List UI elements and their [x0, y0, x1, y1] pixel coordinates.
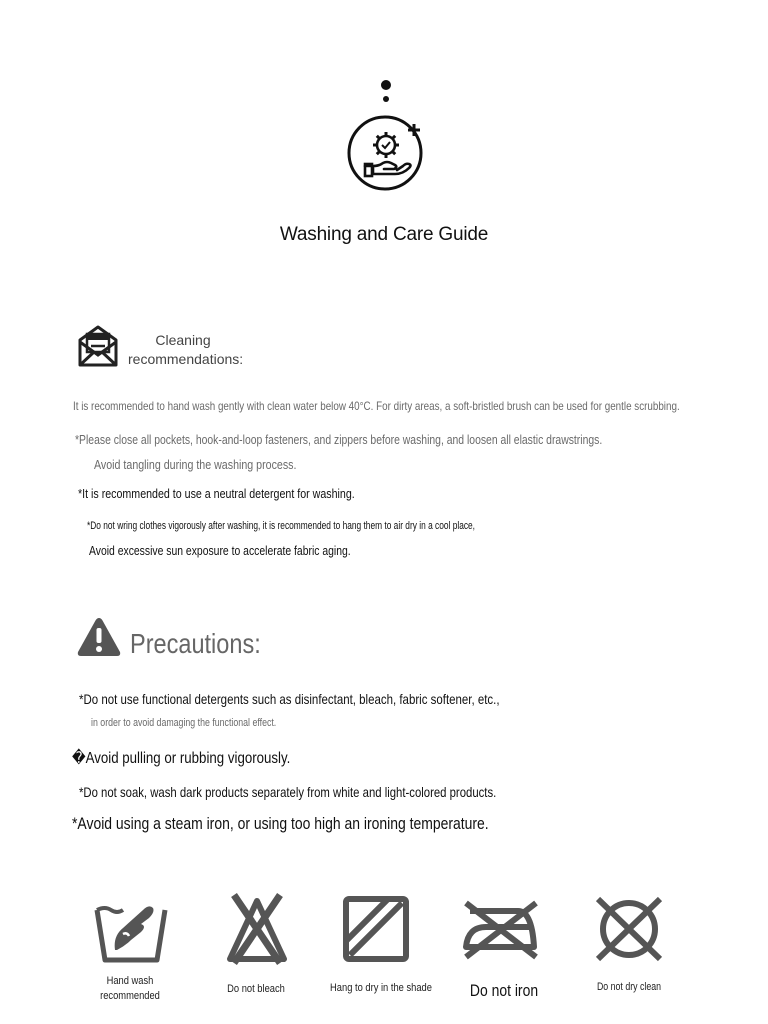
decor-dot [381, 80, 391, 90]
warning-icon [76, 616, 122, 658]
cleaning-line: *Do not wring clothes vigorously after washing, it is recommended to hang them to air dry in a cool place, [87, 520, 476, 532]
hand-gear-care-icon [345, 114, 427, 194]
precaution-line: *Do not soak, wash dark products separately from white and light-colored products. [79, 784, 497, 800]
dry-in-shade-icon [342, 895, 410, 963]
page-title: Washing and Care Guide [279, 224, 489, 245]
precaution-line: *Avoid using a steam iron, or using too high an ironing temperature. [72, 814, 489, 833]
hand-wash-label [88, 974, 173, 1004]
precaution-line: �Avoid pulling or rubbing vigorously. [72, 750, 291, 767]
cleaning-line: It is recommended to hand wash gently with clean water below 40°C. For dirty areas, a soft-bristled brush can be used for gentle scrubbing. [73, 399, 680, 413]
do-not-dry-clean-icon [592, 895, 666, 963]
dry-in-shade-label: Hang to dry in the shade [330, 982, 432, 994]
precaution-line: *Do not use functional detergents such as disinfectant, bleach, fabric softener, etc., [79, 691, 500, 707]
cleaning-heading-line2: recommendations: [128, 351, 244, 367]
cleaning-line: *Please close all pockets, hook-and-loop fasteners, and zippers before washing, and loosen all elastic drawstrings. [75, 432, 603, 447]
do-not-bleach-label: Do not bleach [227, 983, 285, 995]
cleaning-line: Avoid excessive sun exposure to accelerate fabric aging. [89, 543, 351, 558]
cleaning-heading-line1: Cleaning [155, 332, 211, 348]
cleaning-line: Avoid tangling during the washing process. [94, 457, 297, 472]
decor-dot-small [383, 96, 389, 102]
hand-wash-label-line2: recommended [100, 990, 160, 1002]
do-not-dry-clean-label: Do not dry clean [596, 981, 662, 993]
envelope-icon [77, 324, 119, 368]
precautions-heading: Precautions: [130, 628, 261, 659]
hand-wash-icon [93, 894, 169, 964]
do-not-iron-label: Do not iron [469, 981, 539, 1000]
cleaning-heading [128, 331, 244, 369]
precaution-line: in order to avoid damaging the functional effect. [91, 717, 277, 729]
do-not-iron-icon [462, 897, 540, 961]
do-not-bleach-icon [224, 893, 290, 965]
hand-wash-label-line1: Hand wash [106, 975, 154, 987]
cleaning-line: *It is recommended to use a neutral detergent for washing. [78, 486, 355, 501]
